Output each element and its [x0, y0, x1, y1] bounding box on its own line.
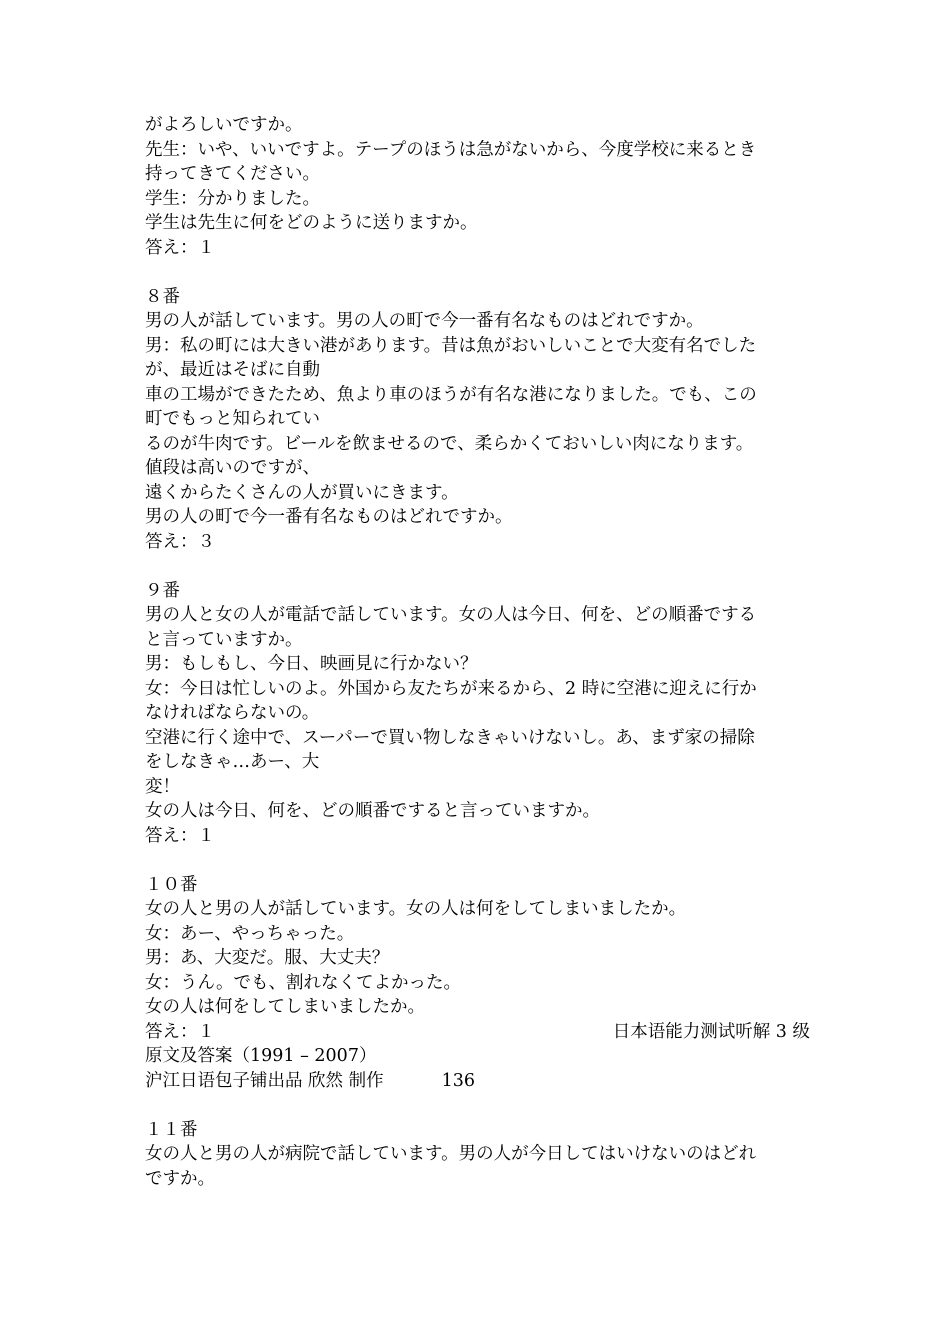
text-line: なければならないの。	[145, 703, 320, 723]
footer-title: 日本语能力测试听解 3 级	[612, 1021, 810, 1042]
text-line: 男：あ、大変だ。服、大丈夫？	[145, 948, 390, 968]
answer-line: 答え：１	[145, 825, 215, 846]
text-line: と言っていますか。	[145, 629, 303, 650]
text-line: がよろしいですか。	[145, 115, 303, 135]
spacer	[145, 260, 810, 285]
answer-line: 答え：３	[145, 531, 215, 552]
spacer	[145, 848, 810, 873]
text-line: 空港に行く途中で、スーパーで買い物しなきゃいけないし。あ、まず家の掃除	[145, 727, 755, 748]
text-line: 女の人は今日、何を、どの順番ですると言っていますか。	[145, 801, 600, 821]
text-line: をしなきゃ…あー、大	[145, 752, 320, 772]
text-line: 女：あー、やっちゃった。	[145, 923, 355, 944]
text-line: 持ってきてください。	[145, 164, 320, 184]
section-q8	[145, 285, 810, 555]
section-q11	[145, 1118, 810, 1192]
text-line: 町でもっと知られてい	[145, 409, 320, 429]
spacer	[145, 1093, 810, 1118]
footer-publisher: 沪江日语包子铺出品 欣然 制作	[145, 1070, 384, 1091]
text-line: るのが牛肉です。ビールを飲ませるので、柔らかくておいしい肉になります。	[145, 433, 754, 454]
answer-line: 答え：１	[145, 237, 215, 258]
answer-footer-row	[145, 1020, 810, 1045]
text-line: 学生：分かりました。	[145, 188, 320, 209]
text-line: 女：今日は忙しいのよ。外国から友たちが来るから、2 時に空港に迎えに行か	[145, 678, 757, 699]
page-number: 136	[441, 1070, 476, 1091]
text-line: 男の人の町で今一番有名なものはどれですか。	[145, 507, 513, 527]
text-line: 値段は高いのですが、	[145, 458, 320, 478]
footer-credit	[145, 1069, 810, 1094]
question-heading: ８番	[145, 286, 180, 307]
text-line: 先生：いや、いいですよ。テープのほうは急がないから、今度学校に来るとき	[145, 139, 757, 160]
question-heading: ９番	[145, 580, 180, 601]
text-line: 女：うん。でも、割れなくてよかった。	[145, 972, 462, 993]
answer-line: 答え：１	[145, 1021, 215, 1042]
text-line: 車の工場ができたため、魚より車のほうが有名な港になりました。でも、この	[145, 384, 757, 405]
text-line: 女の人は何をしてしまいましたか。	[145, 997, 425, 1017]
text-line: 男の人が話しています。男の人の町で今一番有名なものはどれですか。	[145, 311, 704, 331]
text-line: が、最近はそばに自動	[145, 360, 320, 380]
text-line: ですか。	[145, 1168, 215, 1189]
text-line: 学生は先生に何をどのように送りますか。	[145, 213, 478, 233]
question-heading: １１番	[145, 1119, 198, 1140]
text-line: 遠くからたくさんの人が買いにきます。	[145, 482, 459, 503]
text-line: 変！	[145, 776, 180, 797]
section-q7-end	[145, 113, 810, 260]
question-heading: １０番	[145, 874, 198, 895]
text-line: 女の人と男の人が病院で話しています。男の人が今日してはいけないのはどれ	[145, 1144, 757, 1164]
page-content	[145, 113, 810, 1191]
section-q10	[145, 873, 810, 1094]
spacer	[145, 554, 810, 579]
section-q9	[145, 579, 810, 849]
text-line: 女の人と男の人が話しています。女の人は何をしてしまいましたか。	[145, 899, 687, 919]
text-line: 男：もしもし、今日、映画見に行かない？	[145, 654, 478, 674]
text-line: 男の人と女の人が電話で話しています。女の人は今日、何を、どの順番でする	[145, 605, 757, 625]
footer-subtitle: 原文及答案（1991 – 2007）	[145, 1046, 377, 1066]
text-line: 男：私の町には大きい港があります。昔は魚がおいしいことで大変有名でした	[145, 335, 757, 356]
